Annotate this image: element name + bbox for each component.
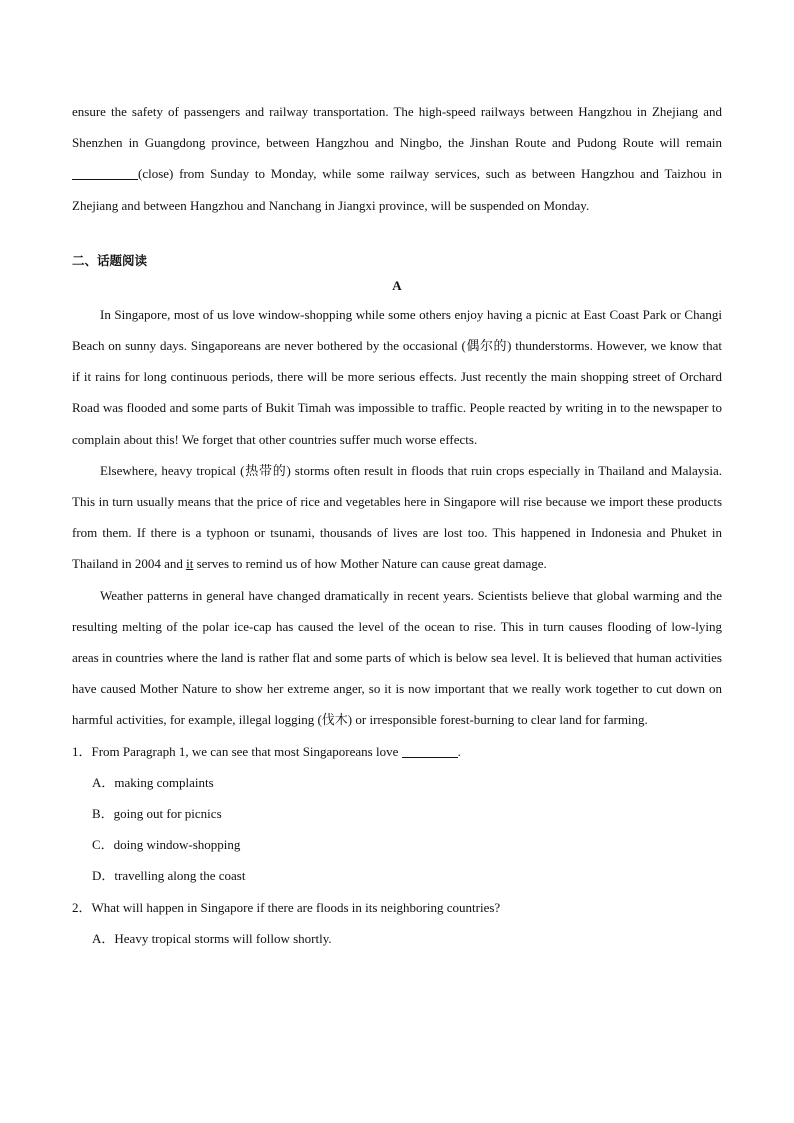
paragraph-2-text-b: serves to remind us of how Mother Nature can cause great damage.	[193, 556, 547, 572]
fill-blank	[72, 165, 138, 180]
question-1-option-a[interactable]: A．making complaints	[92, 774, 214, 790]
answer-blank	[402, 743, 458, 758]
question-1-stem-end: .	[457, 743, 461, 759]
paragraph-2-text-a: Elsewhere, heavy tropical (热带的) storms often result in floods that ruin crops especially in Thailand and Malaysia. This in turn usually means that the price of rice and vegetables here in Singapore will rise because we import these products from them. If there is a typhoon or tsunami, thousands of lives are lost too. This happened in Indonesia and Phuket in Thailand in 2004 and	[72, 462, 722, 572]
passage-paragraph-3: Weather patterns in general have changed dramatically in recent years. Scientists believe that global warming and the resulting melting of the polar ice-cap has caused the level of the ocean to rise. This in turn causes flooding of low-lying areas in countries where the land is rather flat and some parts of which is below sea level. It is believed that human activities have caused Mother Nature to show her extreme anger, so it is now important that we really work together to cut down on harmful activities, for example, illegal logging (伐木) or irresponsible forest-burning to clear land for farming.	[72, 587, 722, 728]
question-1-option-b[interactable]: B．going out for picnics	[92, 806, 222, 822]
question-1-option-d[interactable]: D．travelling along the coast	[92, 868, 246, 884]
question-1-option-c[interactable]: C．doing window-shopping	[92, 837, 241, 853]
passage-paragraph-1: In Singapore, most of us love window-shopping while some others enjoy having a picnic at East Coast Park or Changi Beach on sunny days. Singaporeans are never bothered by the occasional (偶尔的) thunderstorms. However, we know that if it rains for long continuous periods, there will be more serious effects. Just recently the main shopping street of Orchard Road was flooded and some parts of Bukit Timah was impossible to traffic. People reacted by writing in to the newspaper to complain about this! We forget that other countries suffer much worse effects.	[72, 306, 722, 447]
question-2: 2．What will happen in Singapore if there are floods in its neighboring countries?	[72, 899, 501, 915]
section-heading: 二、话题阅读	[72, 252, 148, 268]
document-page	[72, 96, 722, 954]
intro-paragraph	[72, 96, 722, 221]
intro-text-part1: ensure the safety of passengers and railway transportation. The high-speed railways between Hangzhou in Zhejiang and Shenzhen in Guangdong province, between Hangzhou and Ningbo, the Jinshan Route and Pudong Route will remain	[72, 104, 722, 151]
question-1-stem: 1．From Paragraph 1, we can see that most Singaporeans love	[72, 743, 402, 759]
passage-title: A	[392, 277, 402, 293]
question-2-option-a[interactable]: A．Heavy tropical storms will follow shortly.	[92, 930, 332, 946]
underlined-word-it: it	[186, 556, 194, 572]
passage-paragraph-2	[72, 455, 722, 580]
intro-text-hint: (close) from Sunday to Monday, while some railway services, such as between Hangzhou and Taizhou in Zhejiang and between Hangzhou and Nanchang in Jiangxi province, will be suspended on Monday.	[72, 166, 722, 213]
question-1	[72, 736, 722, 767]
